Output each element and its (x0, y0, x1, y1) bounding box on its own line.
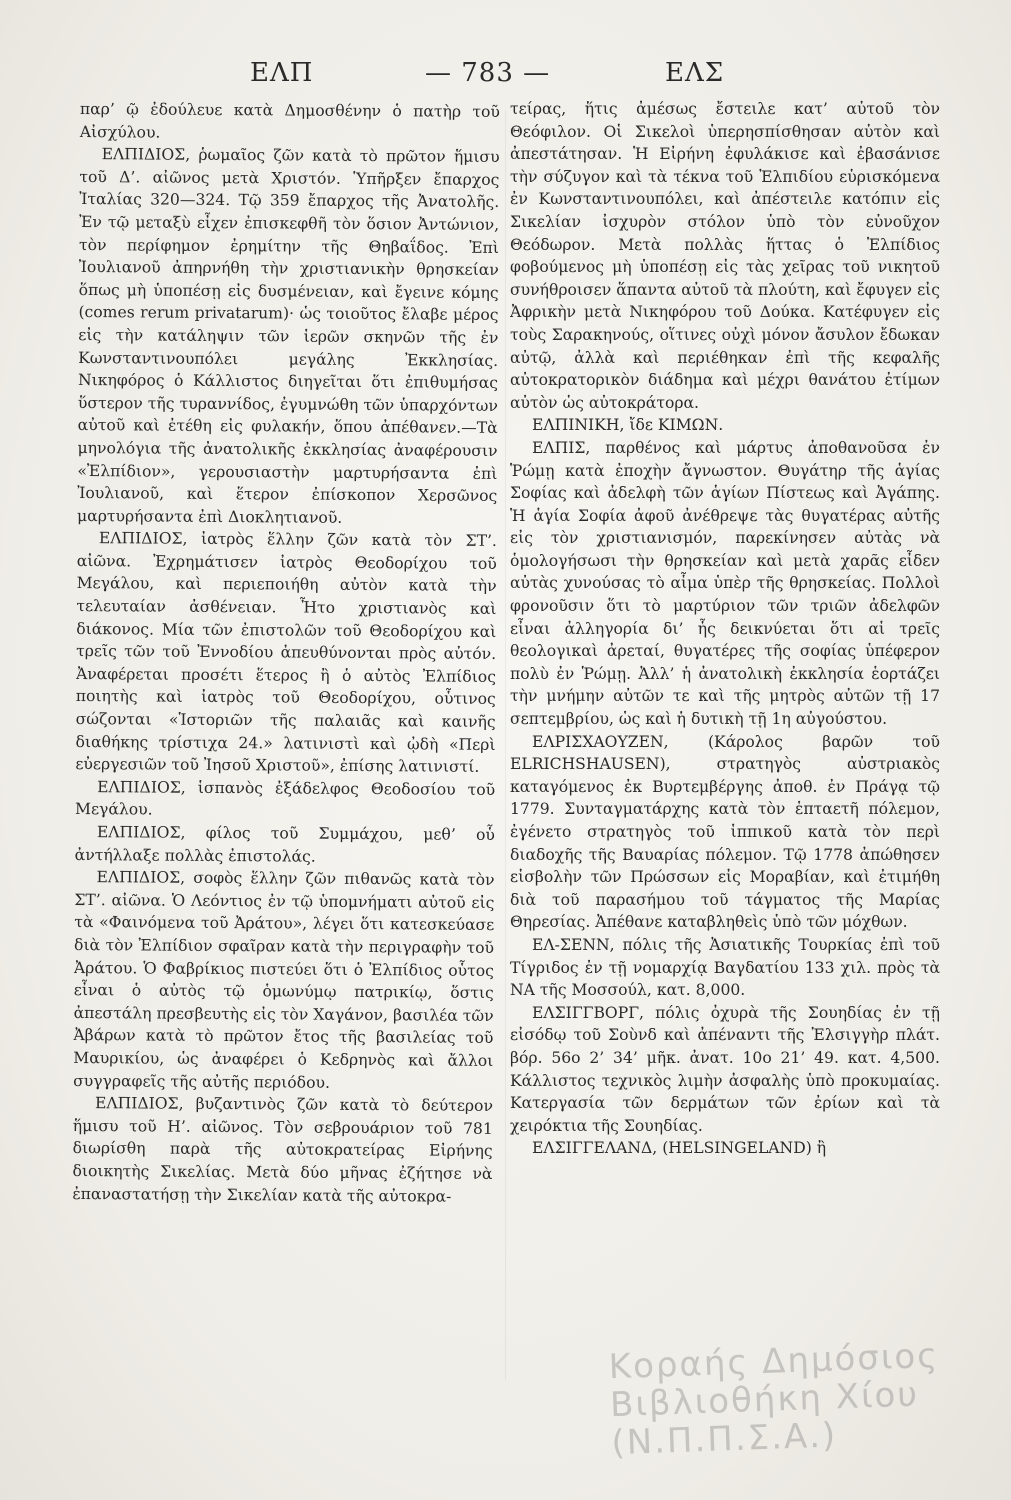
right-entry-continuation: τείρας, ἥτις ἀμέσως ἔστειλε κατ’ αὐτοῦ τὸν Θεόφιλον. Οἱ Σικελοὶ ὑπερησπίσθησαν αὐτὸν καὶ ἀπεστάτησαν. Ἡ Εἰρήνη ἐφυλάκισε καὶ ἐβασάνισε τὴν σύζυγον καὶ τὰ τέκνα τοῦ Ἐλπιδίου εὑρισκόμενα ἐν Κωνσταντινουπόλει, καὶ ἀπέστειλε κατόπιν εἰς Σικελίαν ἰσχυρὸν στόλον ὑπὸ τὸν εὐνοῦχον Θεόδωρον. Μετὰ πολλὰς ἥττας ὁ Ἐλπίδιος φοβούμενος μὴ ὑποπέσῃ εἰς τὰς χεῖρας τοῦ νικητοῦ συνήθροισεν ἅπαντα αὐτοῦ τὰ πλούτη, καὶ ἔφυγεν εἰς Ἀφρικὴν μετὰ Νικηφόρου τοῦ Δούκα. Κατέφυγεν εἰς τοὺς Σαρακηνούς, οἵτινες οὐχὶ μόνον ἄσυλον ἔδωκαν αὐτῷ, ἀλλὰ καὶ περιέθηκαν ἐπὶ τῆς κεφαλῆς αὐτοκρατορικὸν διάδημα καὶ μέχρι θανάτου ἐτίμων αὐτὸν ὡς αὐτοκράτορα. (510, 100, 940, 412)
left-entry: ΕΛΠΙΔΙΟΣ, βυζαντινὸς ζῶν κατὰ τὸ δεύτερον ἥμισυ τοῦ Η’. αἰῶνος. Τὸν σεβρουάριον τοῦ 781 διωρίσθη παρὰ τῆς αὐτοκρατείρας Εἰρήνης διοικητὴς Σικελίας. Μετὰ δύο μῆνας ἐζήτησε νὰ ἐπαναστατήσῃ τὴν Σικελίαν κατὰ τῆς αὐτοκρα- (72, 1094, 494, 1206)
left-entry: ΕΛΠΙΔΙΟΣ, φίλος τοῦ Συμμάχου, μεθ’ οὗ ἀντήλλαξε πολλὰς ἐπιστολάς. (74, 823, 495, 866)
right-entry: ΕΛΣΙΓΓΕΛΑΝΔ, (HELSINGELAND) ἢ (532, 1139, 827, 1158)
right-entry: ΕΛΡΙΣΧΑΟΥΖΕΝ, (Κάρολος βαρῶν τοῦ ELRICHSHAUSEN), στρατηγὸς αὐστριακὸς καταγόμενος ἐκ Βυρτεμβέργης ἀποθ. ἐν Πράγᾳ τῷ 1779. Συνταγματάρχης κατὰ τὸν ἑπταετῆ πόλεμον, ἐγένετο στρατηγὸς τοῦ ἱππικοῦ κατὰ τὸν περὶ διαδοχῆς τῆς Βαυαρίας πόλεμον. Τῷ 1778 ἀπώθησεν εἰσβολὴν τῶν Πρώσσων εἰς Μοραβίαν, καὶ ἐτιμήθη διὰ τοῦ παρασήμου τοῦ τάγματος τῆς Μαρίας Θηρεσίας. Ἀπέθανε καταβληθεὶς ὑπὸ τῶν μόχθων. (510, 732, 940, 932)
left-column (71, 98, 500, 1461)
right-entry: ΕΛ-ΣΕΝΝ, πόλις τῆς Ἀσιατικῆς Τουρκίας ἐπὶ τοῦ Τίγριδος ἐν τῇ νομαρχίᾳ Βαγδατίου 133 χιλ. πρὸς τὰ ΝΑ τῆς Μοσσούλ, κατ. 8,000. (510, 935, 940, 1000)
right-entry: ΕΛΣΙΓΓΒΟΡΓ, πόλις ὀχυρὰ τῆς Σουηδίας ἐν τῇ εἰσόδῳ τοῦ Σοὺνδ καὶ ἀπέναντι τῆς Ἐλσιγγὴρ πλάτ. βόρ. 56ο 2’ 34’ μῆκ. ἀνατ. 10ο 21’ 49. κατ. 4,500. Κάλλιστος τεχνικὸς λιμὴν ἀσφαλὴς ὑπὸ προκυμαίας. Κατεργασία τῶν δερμάτων τῶν ἐρίων καὶ τὰ χειρόκτια τῆς Σουηδίας. (510, 1003, 940, 1135)
column-gutter (505, 110, 506, 1380)
right-entry: ΕΛΠΙΣ, παρθένος καὶ μάρτυς ἀποθανοῦσα ἐν Ῥώμῃ κατὰ ἐποχὴν ἄγνωστον. Θυγάτηρ τῆς ἁγίας Σοφίας καὶ ἀδελφὴ τῶν ἁγίων Πίστεως καὶ Ἀγάπης. Ἡ ἁγία Σοφία ἀφοῦ ἀνέθρεψε τὰς θυγατέρας αὐτῆς εἰς τὸν χριστιανισμόν, παρεκίνησεν αὐτὰς νὰ ὁμολογήσωσι τὴν θρησκείαν καὶ μετὰ χαρᾶς εἶδεν αὐτὰς χυνούσας τὸ αἷμα ὑπὲρ τῆς θρησκείας. Πολλοὶ φρονοῦσιν ὅτι τὸ μαρτύριον τῶν τριῶν ἀδελφῶν εἶναι ἀλληγορία δι’ ἧς δεικνύεται ὅτι αἱ τρεῖς θεολογικαὶ ἀρεταί, θυγατέρες τῆς σοφίας ὑπέφερον πολὺ ἐν Ῥώμῃ. Ἀλλ’ ἡ ἀνατολικὴ ἐκκλησία ἑορτάζει τὴν μνήμην αὐτῶν τε καὶ τῆς μητρὸς αὐτῶν τῇ 17 σεπτεμβρίου, ὡς καὶ ἡ δυτικὴ τῇ 1η αὐγούστου. (510, 438, 940, 729)
right-column (510, 98, 940, 1458)
left-entry: ΕΛΠΙΔΙΟΣ, ἰατρὸς ἕλλην ζῶν κατὰ τὸν ΣΤ’. αἰῶνα. Ἐχρημάτισεν ἰατρὸς Θεοδορίχου τοῦ Μεγάλου, καὶ περιεποιήθη αὐτὸν κατὰ τὴν τελευταίαν ἀσθένειαν. Ἦτο χριστιανὸς καὶ διάκονος. Μία τῶν ἐπιστολῶν τοῦ Θεοδορίχου καὶ τρεῖς τῶν τοῦ Ἐννοδίου ἀπευθύνονται πρὸς αὐτόν. Ἀναφέρεται προσέτι ἕτερος ἢ ὁ αὐτὸς Ἐλπίδιος ποιητὴς καὶ ἰατρὸς τοῦ Θεοδορίχου, οὗτινος σώζονται «Ἱστοριῶν τῆς παλαιᾶς καὶ καινῆς διαθήκης τρίστιχα 24.» λατινιστὶ καὶ ᾠδὴ «Περὶ εὐεργεσιῶν τοῦ Ἰησοῦ Χριστοῦ», ἐπίσης λατινιστί. (75, 529, 497, 777)
running-header (230, 58, 790, 98)
left-entry: ΕΛΠΙΔΙΟΣ, ῥωμαῖος ζῶν κατὰ τὸ πρῶτον ἥμισυ τοῦ Δ’. αἰῶνος μετὰ Χριστόν. Ὑπῆρξεν ἔπαρχος Ἰταλίας 320—324. Τῷ 359 ἔπαρχος τῆς Ἀνατολῆς. Ἐν τῷ μεταξὺ εἶχεν ἐπισκεφθῆ τὸν ὅσιον Ἀντώνιον, τὸν περίφημον ἐρημίτην τῆς Θηβαΐδος. Ἐπὶ Ἰουλιανοῦ ἀπηρνήθη τὴν χριστιανικὴν θρησκείαν ὅπως μὴ ὑποπέσῃ εἰς δυσμένειαν, καὶ ἔγεινε κόμης (comes rerum privatarum)· ὡς τοιοῦτος ἔλαβε μέρος εἰς τὴν κατάληψιν τῶν ἱερῶν σκηνῶν τῆς ἐν Κωνσταντινουπόλει μεγάλης Ἐκκλησίας. Νικηφόρος ὁ Κάλλιστος διηγεῖται ὅτι ἐπιθυμήσας ὕστερον τῆς τυραννίδος, ἐγυμνώθη τῶν ὑπαρχόντων αὐτοῦ καὶ ἐτέθη εἰς φυλακήν, ὅπου ἀπέθανεν.—Τὰ μηνολόγια τῆς ἀνατολικῆς ἐκκλησίας ἀναφέρουσιν «Ἐλπίδιον», γερουσιαστὴν μαρτυρήσαντα ἐπὶ Ἰουλιανοῦ, καὶ ἕτερον ἐπίσκοπον Χερσῶνος μαρτυρήσαντα ἐπὶ Διοκλητιανοῦ. (77, 145, 500, 527)
header-right-guide-word: ΕΛΣ (665, 58, 725, 88)
left-entry: ΕΛΠΙΔΙΟΣ, ἱσπανὸς ἐξάδελφος Θεοδοσίου τοῦ Μεγάλου. (74, 777, 496, 819)
right-entry: ΕΛΠΙΝΙΚΗ, ἴδε ΚΙΜΩΝ. (532, 416, 724, 435)
library-watermark: Κοραής Δημόσιος Βιβλιοθήκη Χίου (Ν.Π.Π.Σ.Α.) (608, 1335, 940, 1464)
left-entry: ΕΛΠΙΔΙΟΣ, σοφὸς ἕλλην ζῶν πιθανῶς κατὰ τὸν ΣΤ’. αἰῶνα. Ὁ Λεόντιος ἐν τῷ ὑπομνήματι αὐτοῦ εἰς τὰ «Φαινόμενα τοῦ Ἀράτου», λέγει ὅτι κατεσκεύασε διὰ τὸν Ἐλπίδιον σφαῖραν κατὰ τὴν περιγραφὴν τοῦ Ἀράτου. Ὁ Φαβρίκιος πιστεύει ὅτι ὁ Ἐλπίδιος οὗτος εἶναι ὁ αὐτὸς τῷ ὁμωνύμῳ πατρικίῳ, ὅστις ἀπεστάλη πρεσβευτὴς εἰς τὸν Χαγάνον, βασιλέα τῶν Ἀβάρων κατὰ τὸ πρῶτον ἔτος τῆς βασιλείας τοῦ Μαυρικίου, ὡς ἀναφέρει ὁ Κεδρηνὸς καὶ ἄλλοι συγγραφεῖς τῆς αὐτῆς περιόδου. (73, 868, 495, 1092)
left-entry-continuation: παρ’ ῷ ἐδούλευε κατὰ Δημοσθένην ὁ πατὴρ τοῦ Αἰσχύλου. (79, 99, 500, 142)
page-number: — 783 — (425, 58, 551, 88)
header-left-guide-word: ΕΛΠ (250, 58, 314, 88)
